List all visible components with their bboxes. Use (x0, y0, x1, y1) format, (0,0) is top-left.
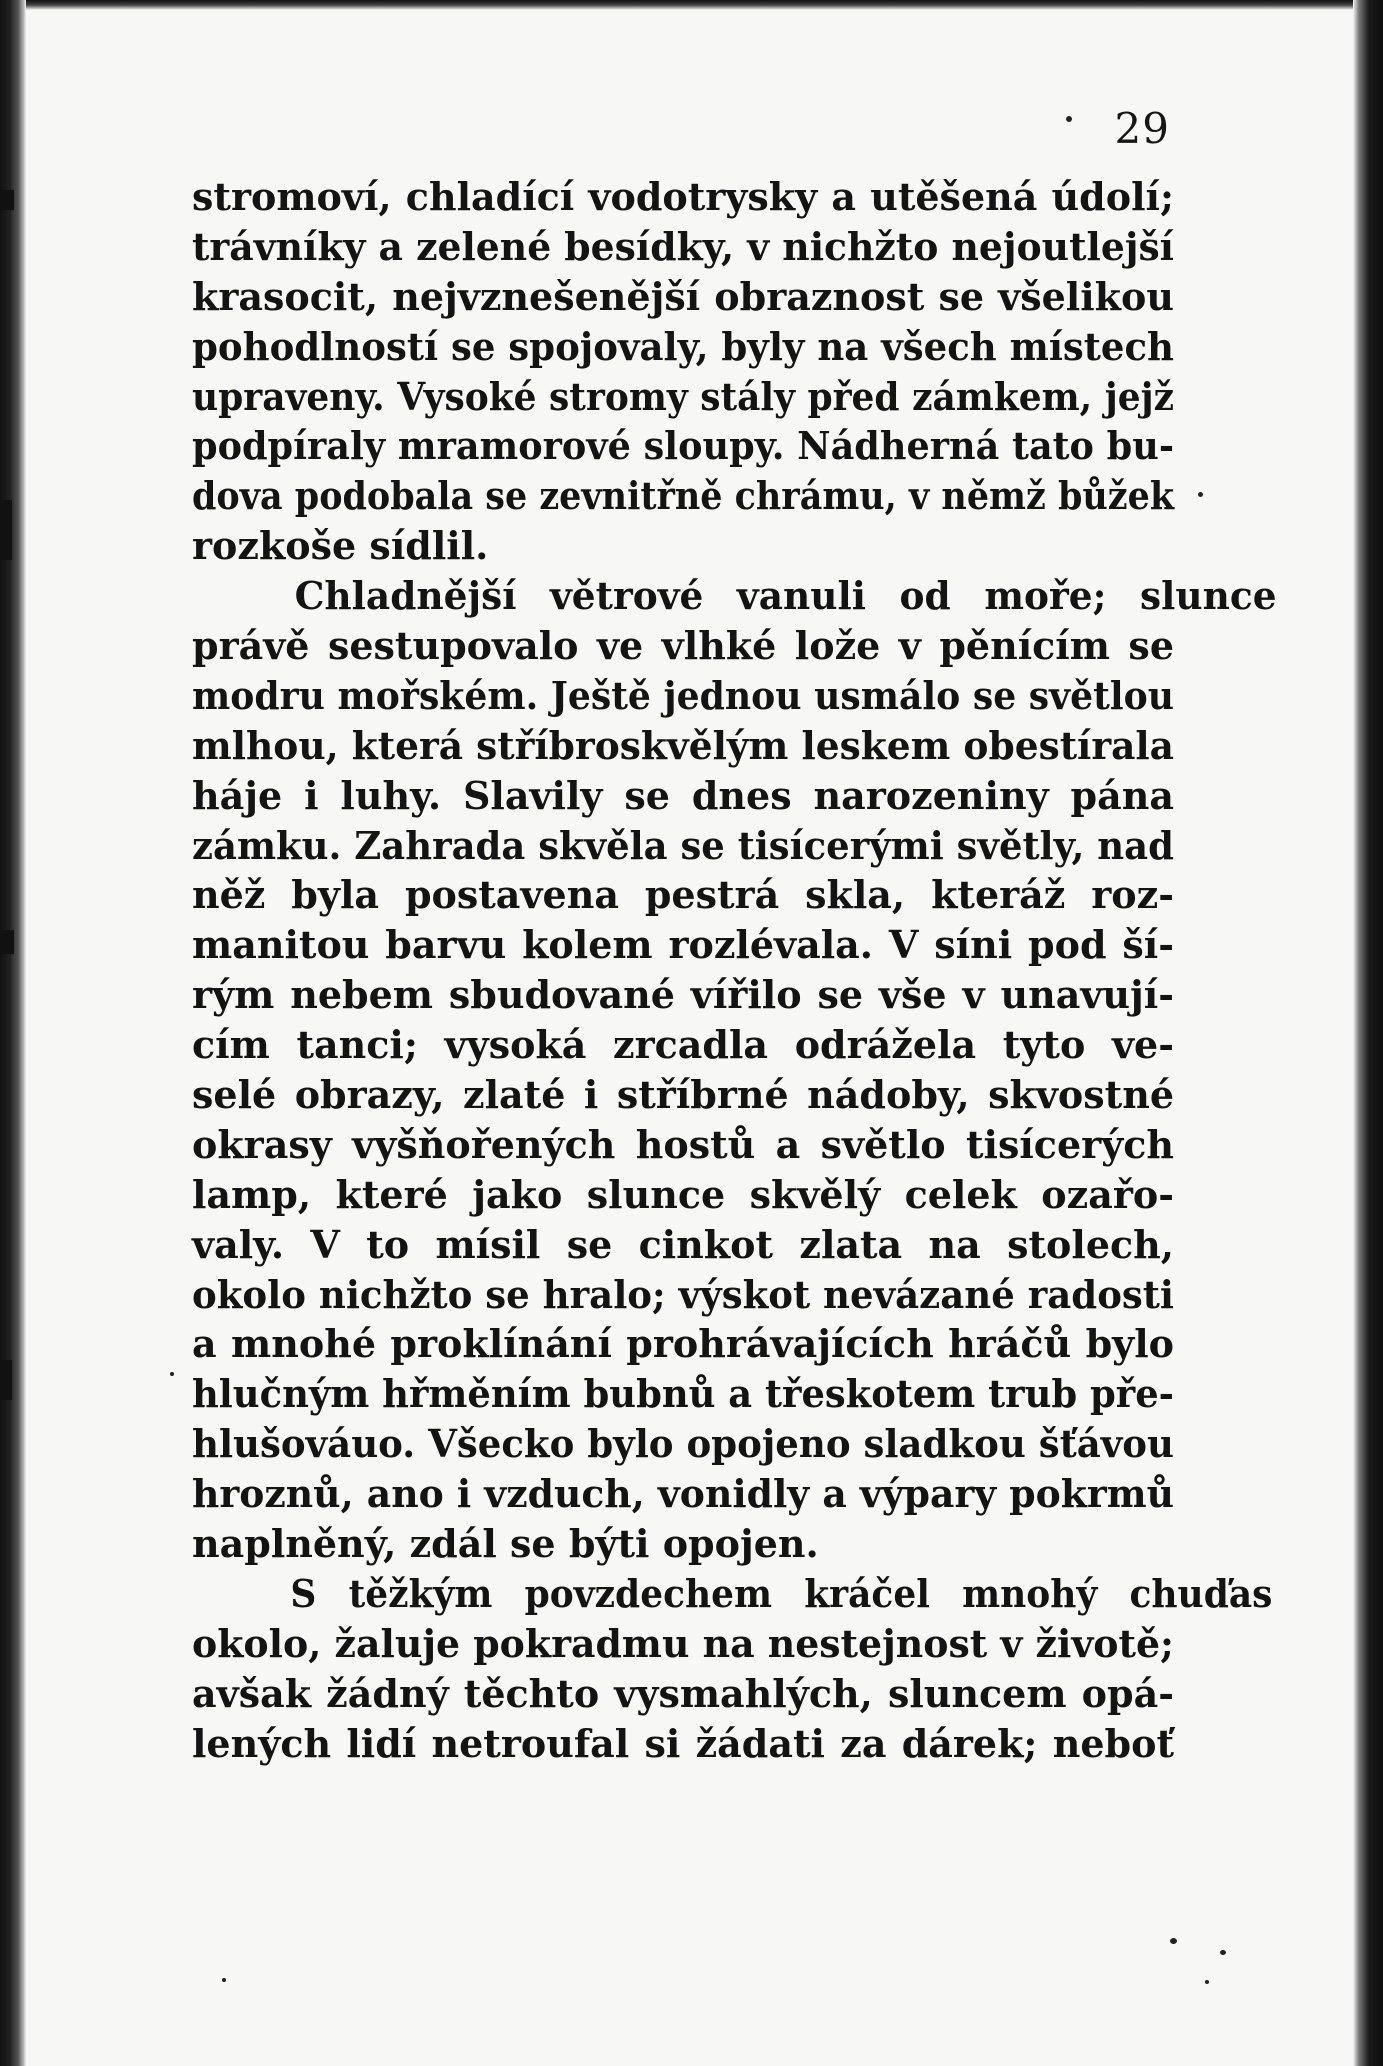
text-line: podpíraly mramorové sloupy. Nádherná tato bu- (192, 423, 1175, 469)
text-line: okolo nichžto se hralo; výskot nevázané radosti (192, 1271, 1175, 1317)
text-line: rozkoše sídlil. (192, 523, 489, 569)
text-line: háje i luhy. Slavily se dnes narozeniny pána (192, 772, 1174, 818)
text-line: rým nebem sbudované vířilo se vše v unavují- (192, 972, 1174, 1018)
page-number: 29 (1114, 104, 1170, 153)
text-line: krasocit, nejvznešenější obraznost se všelikou (192, 273, 1174, 319)
text-line: selé obrazy, zlaté i stříbrné nádoby, skvostné (192, 1072, 1174, 1118)
scan-top-edge (0, 0, 1383, 10)
text-line: pohodlností se spojovaly, byly na všech místech (192, 323, 1175, 369)
text-line: lamp, které jako slunce skvělý celek ozařo- (192, 1171, 1174, 1217)
scan-binding-edge (0, 0, 26, 2066)
scan-speck (1198, 492, 1203, 497)
text-line: okolo, žaluje pokradmu na nestejnost v životě; (192, 1620, 1174, 1666)
binding-notch (0, 190, 14, 210)
text-line: S těžkým povzdechem kráčel mnohý chuďas (290, 1570, 1273, 1616)
text-line: naplněný, zdál se býti opojen. (192, 1521, 819, 1567)
text-line: manitou barvu kolem rozlévala. V síni pod ší- (192, 922, 1174, 968)
scan-speck (222, 1978, 226, 1982)
text-line: lených lidí netroufal si žádati za dárek; neboť (192, 1720, 1174, 1766)
text-line: něž byla postavena pestrá skla, kteráž roz- (192, 872, 1174, 918)
text-line: právě sestupovalo ve vlhké lože v pěnícím se (192, 623, 1174, 669)
binding-notch (0, 930, 14, 954)
text-line: zámku. Zahrada skvěla se tisícerými světly, nad (192, 822, 1174, 868)
text-line: mlhou, která stříbroskvělým leskem obestírala (192, 722, 1175, 768)
text-line: cím tanci; vysoká zrcadla odrážela tyto ve- (192, 1022, 1174, 1068)
binding-notch (0, 1360, 12, 1400)
text-line: avšak žádný těchto vysmahlých, sluncem opá- (192, 1670, 1174, 1716)
text-line: upraveny. Vysoké stromy stály před zámkem, jejž (192, 373, 1175, 419)
text-line: valy. V to mísil se cinkot zlata na stolech, (192, 1221, 1174, 1267)
scan-speck (1066, 116, 1072, 122)
text-line: hlučným hřměním bubnů a třeskotem trub pře- (192, 1371, 1174, 1417)
text-line: okrasy vyšňořených hostů a světlo tisícerých (192, 1121, 1174, 1167)
text-line: hlušováuo. Všecko bylo opojeno sladkou šťávou (192, 1421, 1174, 1467)
scan-right-edge (1353, 0, 1383, 2066)
text-line: modru mořském. Ještě jednou usmálo se světlou (192, 672, 1174, 718)
scan-speck (170, 1372, 174, 1376)
text-line: trávníky a zelené besídky, v nichžto nejoutlejší (192, 223, 1175, 269)
binding-notch (0, 500, 12, 560)
scan-speck (1220, 1950, 1226, 1955)
text-line: stromoví, chladící vodotrysky a utěšená údolí; (192, 174, 1174, 219)
scan-speck (1205, 1980, 1209, 1984)
text-line: a mnohé proklínání prohrávajících hráčů bylo (192, 1321, 1174, 1367)
scan-speck (1170, 1938, 1177, 1944)
text-line: dova podobala se zevnitřně chrámu, v němž bůžek (192, 473, 1175, 519)
text-line: hroznů, ano i vzduch, vonidly a výpary pokrmů (192, 1471, 1174, 1517)
text-line: Chladnější větrové vanuli od moře; slunce (294, 573, 1277, 619)
body-text (192, 172, 1277, 1769)
